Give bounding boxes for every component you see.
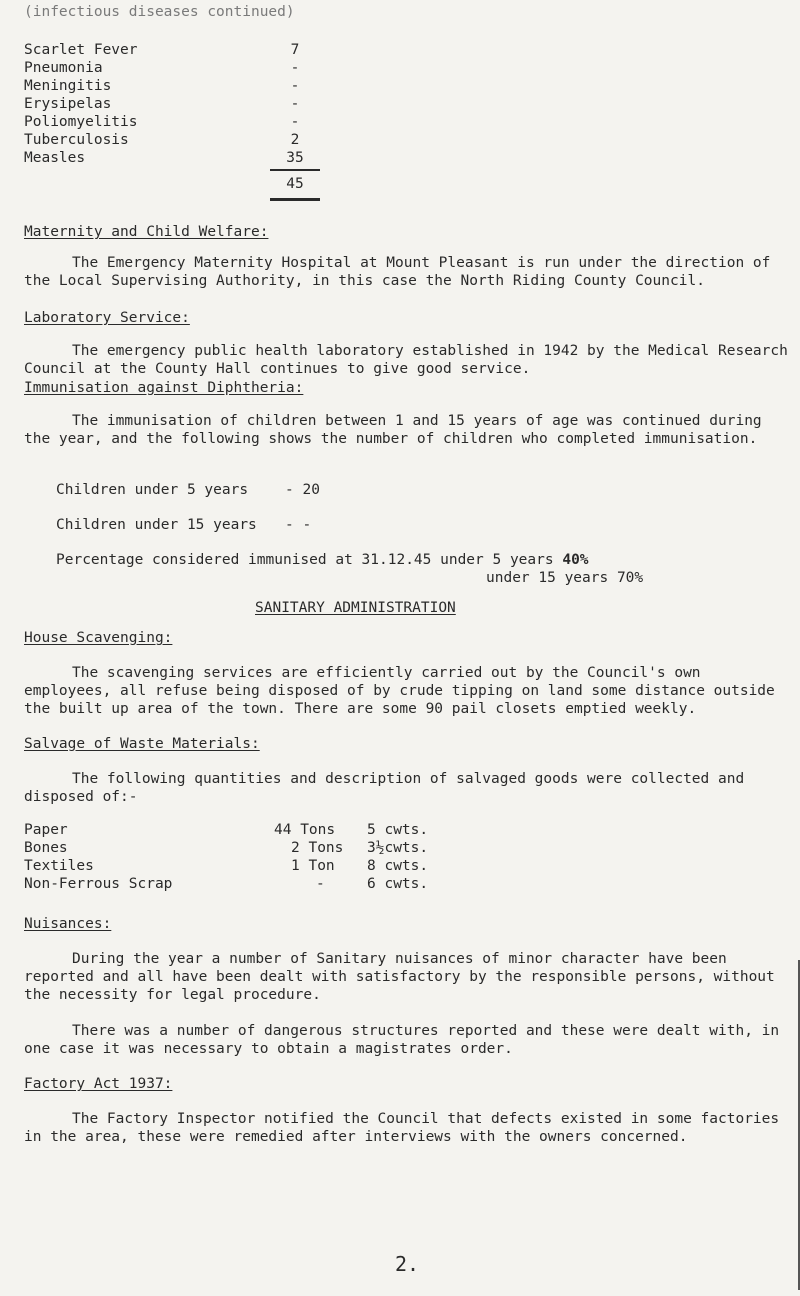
disease-count: -: [290, 78, 300, 94]
disease-name: Tuberculosis: [24, 132, 129, 148]
nuisances-text-1: During the year a number of Sanitary nuisances of minor character have been reported and all have been dealt with satisfactory by the responsible persons, without the necessity for legal procedure.: [24, 951, 775, 1003]
disease-count: -: [290, 60, 300, 76]
page-number: 2.: [395, 1252, 420, 1276]
under5-label: Children under 5 years: [56, 482, 249, 498]
disease-name: Meningitis: [24, 78, 112, 94]
laboratory-heading: Laboratory Service:: [24, 310, 190, 326]
disease-name: Erysipelas: [24, 96, 112, 112]
maternity-heading: Maternity and Child Welfare:: [24, 224, 269, 240]
disease-name: Poliomyelitis: [24, 114, 138, 130]
under15-label: Children under 15 years: [56, 517, 257, 533]
sanitary-heading: SANITARY ADMINISTRATION: [255, 600, 456, 616]
maternity-text: The Emergency Maternity Hospital at Mount Pleasant is run under the direction of the Local Supervising Authority, in this case the North Riding County Council.: [24, 255, 771, 289]
laboratory-text: The emergency public health laboratory established in 1942 by the Medical Research Council at the County Hall continues to give good service.: [24, 343, 788, 377]
disease-count: -: [290, 96, 300, 112]
nuisances-heading: Nuisances:: [24, 916, 112, 932]
disease-name: Measles: [24, 150, 86, 166]
table-double-rule: [270, 198, 320, 201]
diseases-total: 45: [286, 176, 304, 192]
salvage-item-tons: -: [316, 876, 325, 892]
disease-count: 7: [290, 42, 300, 58]
disease-count: -: [290, 114, 300, 130]
factory-text: The Factory Inspector notified the Council that defects existed in some factories in the area, these were remedied after interviews with the owners concerned.: [24, 1111, 780, 1145]
salvage-item-name: Bones: [24, 840, 68, 856]
salvage-item-cwts: 8 cwts.: [367, 858, 429, 874]
percentage-line2: under 15 years 70%: [486, 570, 644, 586]
salvage-item-tons: 2 Tons: [291, 840, 344, 856]
salvage-heading: Salvage of Waste Materials:: [24, 736, 260, 752]
scavenging-text: The scavenging services are efficiently carried out by the Council's own employees, all refuse being disposed of by crude tipping on land some distance outside the built up area of the town. There are some 90 pail closets emptied weekly.: [24, 665, 775, 717]
salvage-item-cwts: 5 cwts.: [367, 822, 429, 838]
immunisation-text: The immunisation of children between 1 and 15 years of age was continued during the year, and the following shows the number of children who completed immunisation.: [24, 413, 762, 447]
percentage-under15: 70%: [616, 570, 644, 586]
salvage-item-tons: 1 Ton: [291, 858, 335, 874]
salvage-item-name: Paper: [24, 822, 68, 838]
under5-value: - 20: [285, 482, 320, 498]
under15-value: - -: [285, 517, 312, 533]
salvage-text: The following quantities and description of salvaged goods were collected and disposed of:-: [24, 771, 745, 805]
percentage-label: Percentage considered immunised at 31.12.45 under 5 years 40%: [56, 552, 589, 568]
disease-count: 2: [290, 132, 300, 148]
continued-header: (infectious diseases continued): [24, 4, 295, 20]
salvage-item-tons: 44 Tons: [274, 822, 336, 838]
factory-heading: Factory Act 1937:: [24, 1076, 173, 1092]
percentage-under5: 40%: [562, 552, 589, 568]
table-rule: [270, 169, 320, 171]
salvage-item-name: Textiles: [24, 858, 94, 874]
disease-name: Pneumonia: [24, 60, 103, 76]
nuisances-text-2: There was a number of dangerous structures reported and these were dealt with, in one case it was necessary to obtain a magistrates order.: [24, 1023, 780, 1057]
scavenging-heading: House Scavenging:: [24, 630, 173, 646]
salvage-item-name: Non-Ferrous Scrap: [24, 876, 173, 892]
disease-count: 35: [286, 150, 304, 166]
disease-name: Scarlet Fever: [24, 42, 138, 58]
salvage-item-cwts: 6 cwts.: [367, 876, 429, 892]
salvage-item-cwts: 3½cwts.: [367, 840, 429, 856]
immunisation-heading: Immunisation against Diphtheria:: [24, 380, 304, 396]
